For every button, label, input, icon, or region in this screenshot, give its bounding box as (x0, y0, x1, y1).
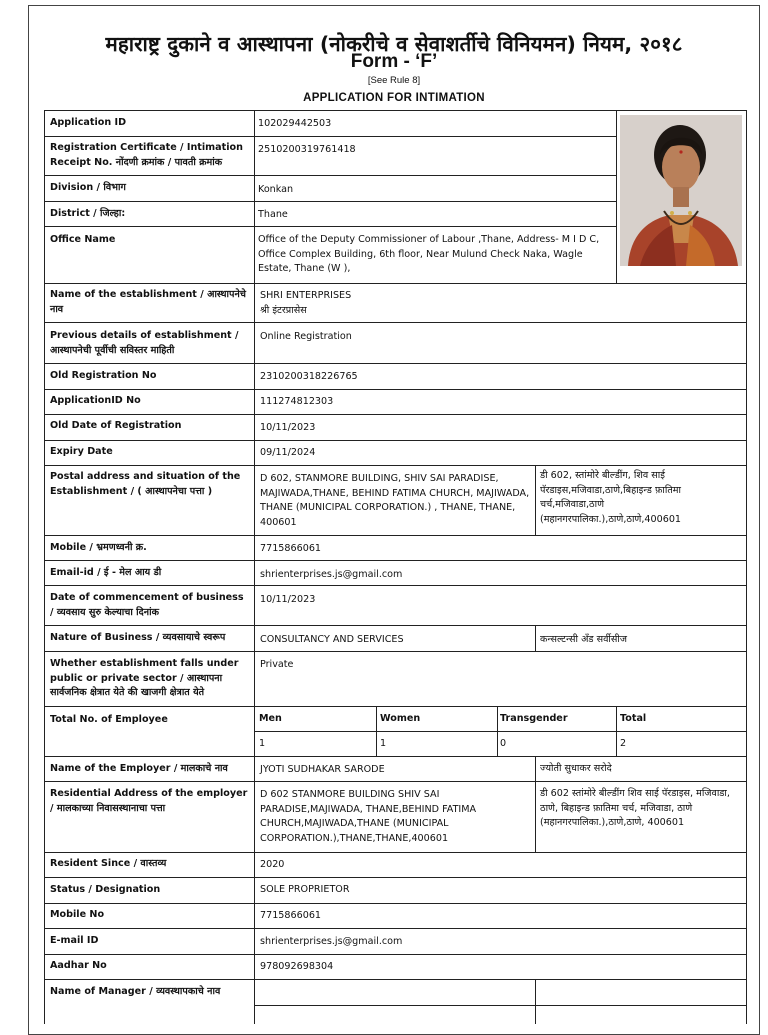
application-heading: APPLICATION FOR INTIMATION (303, 92, 485, 104)
expiry-date-label: Expiry Date (50, 446, 113, 457)
application-id-label: Application ID (50, 117, 127, 128)
old-registration-label: Old Registration No (50, 370, 157, 381)
employer-name-marathi: ज्योती सुधाकर सरोदे (540, 763, 612, 774)
manager-name-label: Name of Manager / व्यवस्थापकाचे नाव (50, 986, 221, 997)
employer-address-marathi: डी 602 स्तांमोरे बील्डींग शिव साई पॅरडाइस, मजिवाडा, ठाणे, बिहाइन्ड फ़ातिमा चर्च, मजिवाडा, ठाणे (महानगरपालिका.),ठाणे,ठाणे, 400601 (540, 788, 730, 828)
nature-value: CONSULTANCY AND SERVICES (260, 634, 404, 645)
employer-address-label: Residential Address of the employer / मालकाच्या निवासस्थानाचा पत्ता (50, 788, 248, 814)
postal-address-value: D 602, STANMORE BUILDING, SHIV SAI PARADISE, MAJIWADA,THANE, BEHIND FATIMA CHURCH, MAJIWADA, THANE (MUNICIPAL CORPORATION.) , THANE, THANE, 400601 (260, 473, 530, 528)
employees-women-value: 1 (380, 738, 387, 749)
employees-header-total: Total (620, 713, 647, 724)
applicationid-no-value: 111274812303 (260, 396, 334, 407)
employees-men-value: 1 (259, 738, 266, 749)
establishment-name-value: SHRI ENTERPRISES (260, 290, 352, 301)
employees-header-men: Men (259, 713, 282, 724)
previous-details-value: Online Registration (260, 331, 352, 342)
email-id-label: E-mail ID (50, 935, 99, 946)
applicant-photo (620, 115, 742, 266)
resident-since-value: 2020 (260, 859, 285, 870)
resident-since-label: Resident Since / वास्तव्य (50, 858, 167, 869)
employer-name-value: JYOTI SUDHAKAR SARODE (260, 764, 385, 775)
status-value: SOLE PROPRIETOR (260, 884, 350, 895)
district-label: District / जिल्हा: (50, 208, 126, 219)
registration-cert-label: Registration Certificate / Intimation Receipt No. नोंदणी क्रमांक / पावती क्रमांक (50, 142, 243, 168)
old-date-value: 10/11/2023 (260, 422, 316, 433)
aadhar-label: Aadhar No (50, 960, 107, 971)
page-title: महाराष्ट्र दुकाने व आस्थापना (नोकरीचे व सेवाशर्तीचे विनियमन) नियम, २०१८ (105, 32, 683, 56)
establishment-name-label: Name of the establishment / आस्थापनेचे नाव (50, 289, 246, 315)
nature-label: Nature of Business / व्यवसायाचे स्वरूप (50, 632, 226, 643)
mobile-no-value: 7715866061 (260, 910, 322, 921)
nature-marathi: कन्सल्टन्सी अँड सर्वीसीज (540, 634, 627, 645)
office-name-value: Office of the Deputy Commissioner of Labour ,Thane, Address- M I D C, Office Complex Building, 6th floor, Near Mulund Check Naka, Wagle Estate, Thane (W ), (258, 234, 600, 274)
employees-header-women: Women (380, 713, 421, 724)
applicationid-no-label: ApplicationID No (50, 395, 141, 406)
employer-address-value: D 602 STANMORE BUILDING SHIV SAI PARADISE,MAJIWADA, THANE,BEHIND FATIMA CHURCH,MAJIWADA,THANE (MUNICIPAL CORPORATION.),THANE,THANE,400601 (260, 789, 477, 844)
aadhar-value: 978092698304 (260, 961, 334, 972)
rule-reference: [See Rule 8] (367, 75, 421, 86)
expiry-date-value: 09/11/2024 (260, 447, 316, 458)
employees-label: Total No. of Employee (50, 714, 168, 725)
employees-total-value: 2 (620, 738, 627, 749)
employer-name-label: Name of the Employer / मालकाचे नाव (50, 763, 228, 774)
email-value: shrienterprises.js@gmail.com (260, 569, 403, 580)
status-label: Status / Designation (50, 884, 161, 895)
application-id-value: 102029442503 (258, 118, 332, 129)
division-label: Division / विभाग (50, 182, 126, 193)
office-name-label: Office Name (50, 234, 116, 245)
postal-address-marathi: डी 602, स्तांमोरे बील्डींग, शिव साई पॅरडाइस,मजिवाडा,ठाणे,बिहाइन्ड फ़ातिमा चर्च,मजिवाडा,ठाणे (महानगरपालिका.),ठाणे,ठाणे,400601 (540, 470, 682, 525)
sector-label: Whether establishment falls under public or private sector / आस्थापना सार्वजनिक क्षेत्रात येते की खाजगी क्षेत्रात येते (50, 658, 239, 698)
email-label: Email-id / ई - मेल आय डी (50, 567, 162, 578)
old-date-label: Old Date of Registration (50, 420, 182, 431)
postal-address-label: Postal address and situation of the Establishment / ( आस्थापनेचा पत्ता ) (50, 471, 241, 497)
email-id-value: shrienterprises.js@gmail.com (260, 936, 403, 947)
mobile-value: 7715866061 (260, 543, 322, 554)
employees-header-transgender: Transgender (500, 713, 568, 724)
division-value: Konkan (258, 184, 294, 195)
district-value: Thane (258, 209, 288, 220)
establishment-name-marathi: श्री इंटरप्रासेस (260, 305, 307, 316)
intimation-form-table (44, 110, 747, 1024)
registration-cert-value: 2510200319761418 (258, 144, 356, 155)
form-title: Form - ‘F’ (350, 51, 438, 72)
employees-transgender-value: 0 (500, 738, 507, 749)
mobile-label: Mobile / भ्रमणध्वनी क्र. (50, 542, 147, 553)
commencement-value: 10/11/2023 (260, 594, 316, 605)
previous-details-label: Previous details of establishment / आस्थापनेची पूर्वीची सविस्तर माहिती (50, 330, 239, 356)
sector-value: Private (260, 659, 294, 670)
mobile-no-label: Mobile No (50, 909, 105, 920)
old-registration-value: 2310200318226765 (260, 371, 358, 382)
commencement-label: Date of commencement of business / व्यवसाय सुरु केल्याचा दिनांक (50, 592, 244, 618)
